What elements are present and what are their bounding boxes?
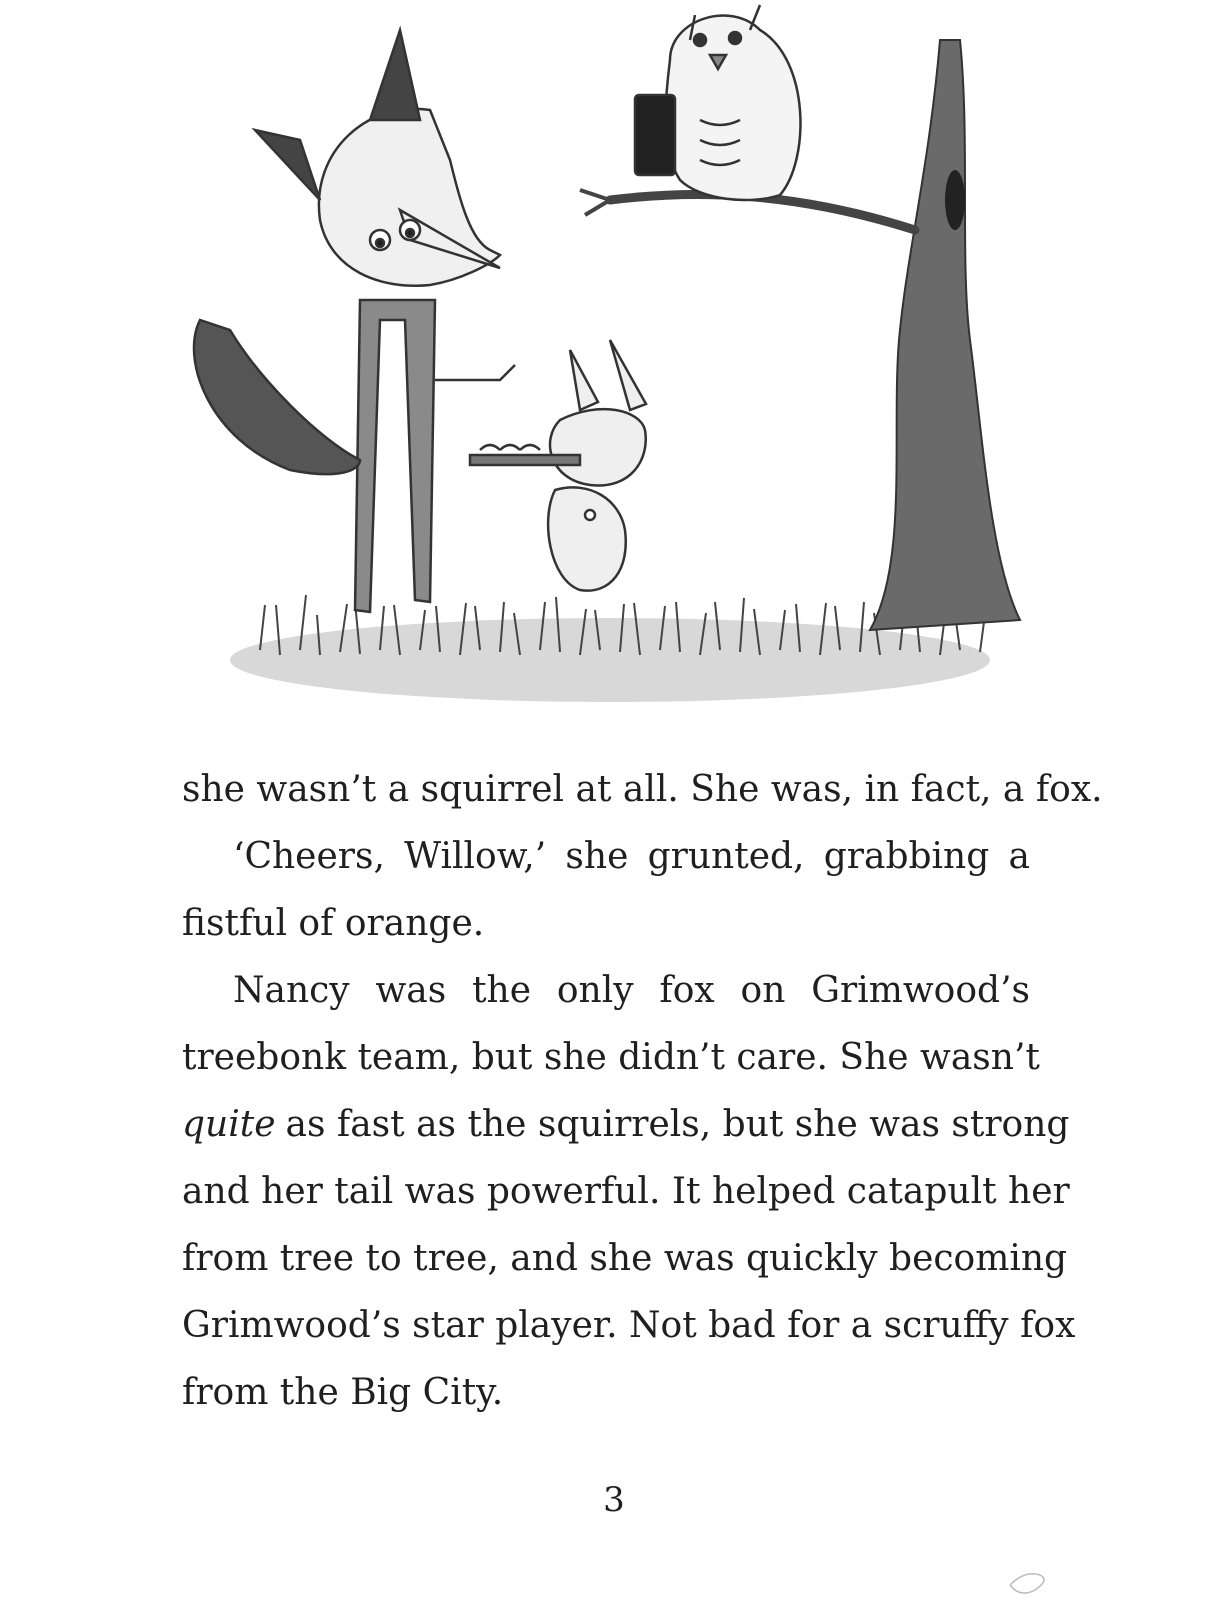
text-line: Grimwood’s star player. Not bad for a scruffy fox <box>182 1305 1076 1346</box>
text-line: fistful of orange. <box>182 903 485 944</box>
tree-trunk <box>870 40 1020 630</box>
text-line: she wasn’t a squirrel at all. She was, in fact, a fox. <box>182 769 1103 810</box>
italic-word: quite <box>182 1104 276 1145</box>
clipboard-icon <box>635 95 675 175</box>
text-line: Nancy was the only fox on Grimwood’s <box>233 970 1030 1011</box>
text-line: from tree to tree, and she was quickly becoming <box>182 1238 1068 1279</box>
text-line: from the Big City. <box>182 1372 504 1413</box>
fox <box>194 30 515 612</box>
text-line: and her tail was powerful. It helped catapult her <box>182 1171 1070 1212</box>
text-line-rest: as fast as the squirrels, but she was strong <box>285 1104 1070 1145</box>
rabbit <box>470 340 646 591</box>
owl <box>635 5 800 200</box>
story-illustration <box>170 0 1050 740</box>
text-line: treebonk team, but she didn’t care. She wasn’t <box>182 1037 1040 1078</box>
scan-smudge <box>1000 1560 1060 1600</box>
text-line: ‘Cheers, Willow,’ she grunted, grabbing a <box>233 836 1030 877</box>
story-text <box>182 756 1103 1426</box>
page-number: 3 <box>603 1480 625 1520</box>
text-line-with-italic <box>182 1091 1070 1158</box>
